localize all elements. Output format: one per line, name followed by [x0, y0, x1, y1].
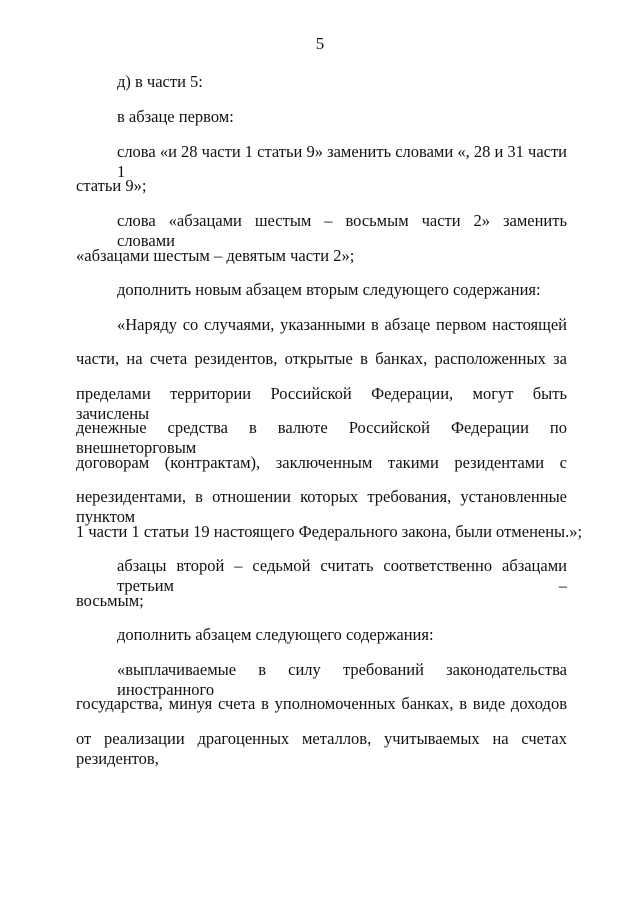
text-line: дополнить абзацем следующего содержания: [117, 625, 434, 644]
text-line: 1 части 1 статьи 19 настоящего Федерального закона, были отменены.»; [76, 522, 583, 541]
text-line: абзацы второй – седьмой считать соответственно абзацами третьим – [117, 556, 567, 595]
text-line: д) в части 5: [117, 72, 203, 91]
text-line: государства, минуя счета в уполномоченных банках, в виде доходов [76, 694, 567, 713]
text-line: договорам (контрактам), заключенным такими резидентами с [76, 453, 567, 472]
text-line: денежные средства в валюте Российской Федерации по внешнеторговым [76, 418, 567, 457]
text-line: нерезидентами, в отношении которых требования, установленные пунктом [76, 487, 567, 526]
text-line: слова «и 28 части 1 статьи 9» заменить словами «, 28 и 31 части 1 [117, 142, 568, 181]
text-line: «выплачиваемые в силу требований законодательства иностранного [117, 660, 567, 699]
text-line: «Наряду со случаями, указанными в абзаце первом настоящей [117, 315, 567, 334]
text-line: от реализации драгоценных металлов, учитываемых на счетах резидентов, [76, 729, 567, 768]
text-line: в абзаце первом: [117, 107, 234, 126]
text-line: части, на счета резидентов, открытые в банках, расположенных за [76, 349, 567, 368]
text-line: восьмым; [76, 591, 144, 610]
text-line: «абзацами шестым – девятым части 2»; [76, 246, 355, 265]
text-line: дополнить новым абзацем вторым следующего содержания: [117, 280, 541, 299]
text-line: пределами территории Российской Федерации, могут быть зачислены [76, 384, 567, 423]
text-line: статьи 9»; [76, 176, 147, 195]
text-line: слова «абзацами шестым – восьмым части 2» заменить словами [117, 211, 567, 250]
page-number: 5 [315, 34, 325, 53]
